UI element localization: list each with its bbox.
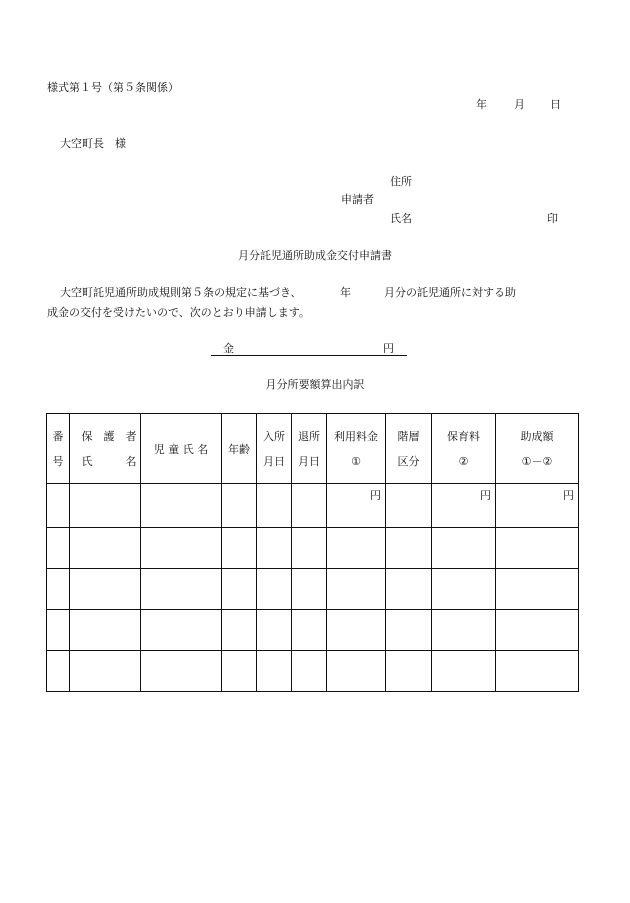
table-cell	[141, 569, 222, 610]
body-text-line-2: 成金の交付を受けたいので、次のとおり申請します。	[47, 306, 310, 319]
table-cell	[141, 651, 222, 692]
table-cell	[432, 610, 496, 651]
table-cell	[141, 528, 222, 569]
table-cell	[47, 484, 70, 528]
table-cell	[257, 569, 292, 610]
yen-unit-cell: 円	[327, 484, 386, 528]
breakdown-title: 月分所要額算出内訳	[265, 378, 365, 391]
amount-line	[211, 343, 407, 356]
table-cell	[386, 569, 432, 610]
header-subsidy: 助成額 ①－②	[496, 414, 579, 484]
table-cell	[496, 651, 579, 692]
table-header-row	[47, 414, 579, 484]
table-cell	[222, 569, 257, 610]
table-cell	[47, 610, 70, 651]
body-text-line-1: 大空町託児通所助成規則第５条の規定に基づき、 年 月分の託児通所に対する助	[60, 286, 517, 299]
table-cell	[292, 528, 327, 569]
applicant-label: 申請者	[341, 193, 374, 206]
form-number: 様式第１号（第５条関係）	[47, 81, 179, 94]
header-exit-date: 退所 月日	[292, 414, 327, 484]
table-cell	[70, 528, 141, 569]
table-cell	[327, 651, 386, 692]
breakdown-table	[46, 413, 579, 692]
table-cell	[327, 569, 386, 610]
table-cell	[141, 484, 222, 528]
table-cell	[222, 651, 257, 692]
table-cell	[432, 569, 496, 610]
table-cell	[257, 610, 292, 651]
table-row	[47, 484, 579, 528]
table-cell	[432, 651, 496, 692]
table-cell	[496, 569, 579, 610]
date-month-label: 月	[514, 98, 525, 111]
seal-label: 印	[547, 212, 558, 225]
name-label: 氏名	[390, 212, 412, 225]
header-childcare-fee: 保育料 ②	[432, 414, 496, 484]
table-cell	[386, 610, 432, 651]
amount-kin-label: 金	[223, 342, 234, 355]
document-title: 月分託児通所助成金交付申請書	[238, 249, 392, 262]
table-cell	[257, 528, 292, 569]
table-cell	[70, 610, 141, 651]
table-row	[47, 610, 579, 651]
address-label: 住所	[390, 175, 412, 188]
header-age: 年齢	[222, 414, 257, 484]
table-cell	[496, 610, 579, 651]
table-cell	[47, 569, 70, 610]
yen-unit-cell: 円	[432, 484, 496, 528]
table-cell	[292, 610, 327, 651]
date-year-label: 年	[476, 98, 487, 111]
header-usage-fee: 利用料金 ①	[327, 414, 386, 484]
table-cell	[222, 610, 257, 651]
table-cell	[432, 528, 496, 569]
table-cell	[292, 651, 327, 692]
table-cell	[327, 610, 386, 651]
table-cell	[292, 484, 327, 528]
table-cell	[222, 484, 257, 528]
table-cell	[47, 651, 70, 692]
date-day-label: 日	[550, 98, 561, 111]
table-cell	[70, 651, 141, 692]
header-guardian-name: 保 護 者 氏 名	[70, 414, 141, 484]
table-cell	[386, 484, 432, 528]
header-number: 番 号	[47, 414, 70, 484]
header-entry-date: 入所 月日	[257, 414, 292, 484]
table-cell	[496, 528, 579, 569]
yen-unit-cell: 円	[496, 484, 579, 528]
header-child-name: 児 童 氏 名	[141, 414, 222, 484]
table-cell	[386, 651, 432, 692]
table-cell	[257, 651, 292, 692]
header-tier: 階層 区分	[386, 414, 432, 484]
amount-yen-label: 円	[383, 342, 394, 355]
table-row	[47, 569, 579, 610]
table-cell	[386, 528, 432, 569]
table-cell	[141, 610, 222, 651]
table-row	[47, 651, 579, 692]
table-cell	[222, 528, 257, 569]
table-row	[47, 528, 579, 569]
table-cell	[70, 484, 141, 528]
addressee: 大空町長 様	[60, 137, 126, 150]
table-cell	[257, 484, 292, 528]
table-cell	[327, 528, 386, 569]
table-cell	[47, 528, 70, 569]
table-cell	[292, 569, 327, 610]
table-cell	[70, 569, 141, 610]
